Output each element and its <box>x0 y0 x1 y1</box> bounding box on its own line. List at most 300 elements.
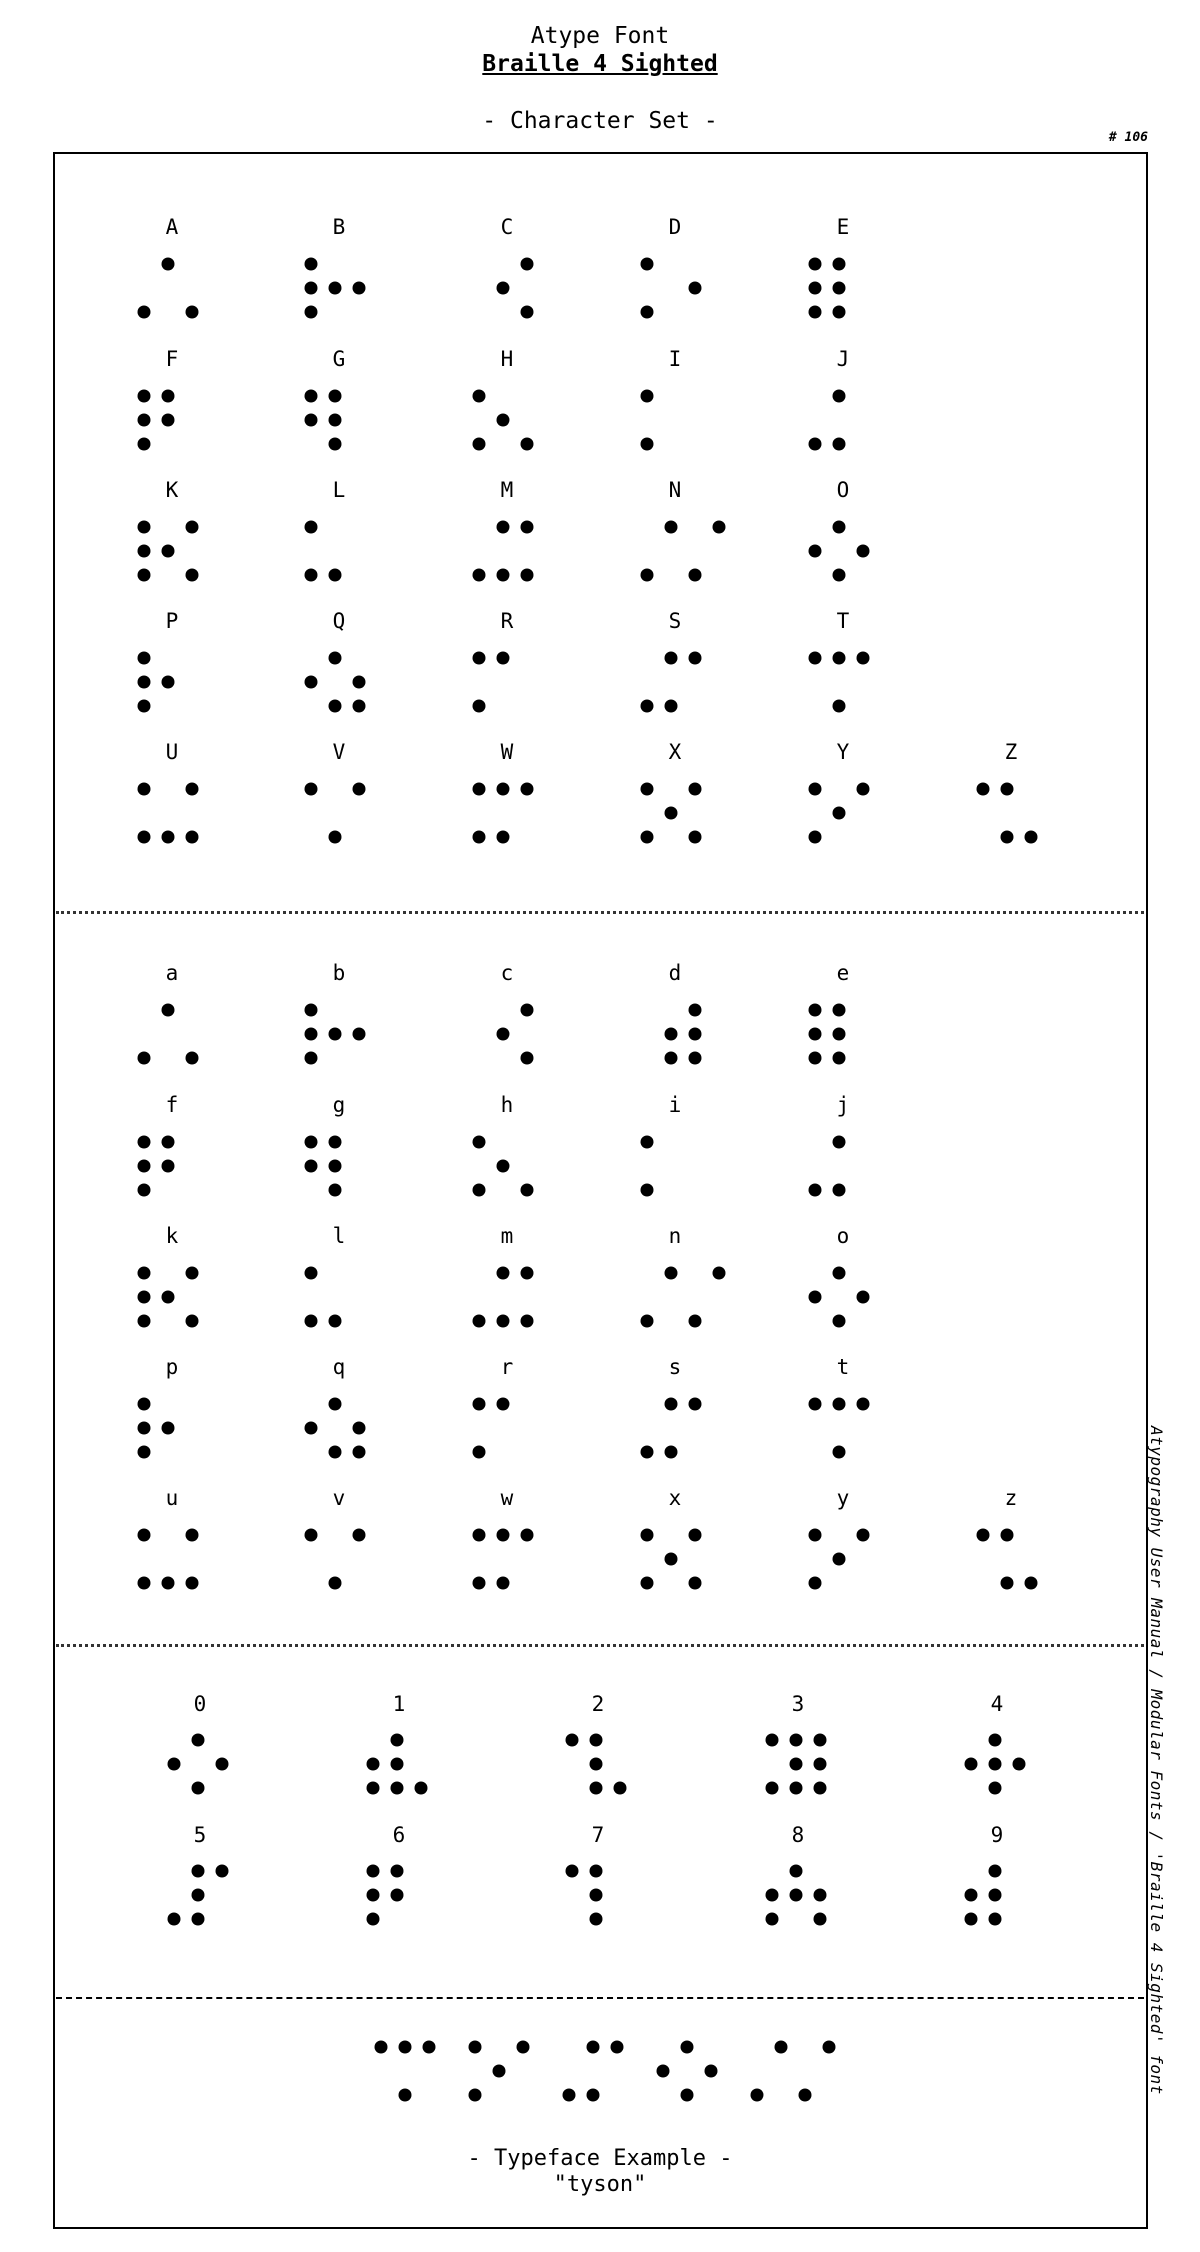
braille-dot <box>657 2065 670 2078</box>
braille-dot <box>833 438 846 451</box>
braille-dot <box>367 1865 380 1878</box>
braille-dot <box>305 1004 318 1017</box>
braille-dot <box>790 1782 803 1795</box>
glyph-digit-0 <box>168 1692 229 1795</box>
braille-dot <box>138 1267 151 1280</box>
braille-dot <box>809 831 822 844</box>
braille-dot <box>192 1913 205 1926</box>
glyph-uppercase-X-label: X <box>668 740 682 764</box>
glyph-uppercase-W <box>473 740 534 844</box>
braille-dot <box>665 1398 678 1411</box>
glyph-digit-4 <box>965 1692 1026 1795</box>
braille-dot <box>814 1889 827 1902</box>
glyph-lowercase-d-label: d <box>668 961 682 985</box>
braille-dot <box>641 1315 654 1328</box>
glyph-lowercase-q-label: q <box>332 1355 346 1379</box>
braille-dot <box>329 831 342 844</box>
braille-dot <box>689 783 702 796</box>
braille-dot <box>138 1315 151 1328</box>
braille-dot <box>305 783 318 796</box>
braille-dot <box>497 831 510 844</box>
braille-dot <box>814 1734 827 1747</box>
glyph-uppercase-U <box>138 740 199 844</box>
braille-dot <box>809 258 822 271</box>
glyph-uppercase-L-label: L <box>332 478 346 502</box>
braille-dot <box>641 306 654 319</box>
braille-dot <box>689 282 702 295</box>
glyph-lowercase-h <box>473 1093 534 1197</box>
braille-dot <box>192 1734 205 1747</box>
braille-dot <box>989 1889 1002 1902</box>
braille-dot <box>833 1052 846 1065</box>
braille-dot <box>305 306 318 319</box>
braille-dot <box>162 1577 175 1590</box>
glyph-lowercase-t <box>809 1355 870 1459</box>
braille-dot <box>521 1004 534 1017</box>
braille-dot <box>766 1734 779 1747</box>
braille-dot <box>138 652 151 665</box>
braille-dot <box>823 2041 836 2054</box>
braille-dot <box>216 1865 229 1878</box>
braille-dot <box>833 1136 846 1149</box>
braille-dot <box>665 807 678 820</box>
glyph-digit-9 <box>965 1823 1004 1926</box>
braille-dot <box>497 521 510 534</box>
braille-dot <box>665 521 678 534</box>
glyph-lowercase-u-label: u <box>165 1486 179 1510</box>
braille-dot <box>186 1315 199 1328</box>
side-footer-text: Atypography User Manual / Modular Fonts / 'Braille 4 Sighted' font <box>1147 1426 1166 2095</box>
braille-dot <box>833 807 846 820</box>
glyph-digit-9-label: 9 <box>990 1823 1004 1847</box>
braille-dot <box>809 1398 822 1411</box>
glyph-lowercase-j <box>809 1093 850 1197</box>
braille-dot <box>497 1529 510 1542</box>
braille-dot <box>473 1398 486 1411</box>
braille-dot <box>391 1782 404 1795</box>
glyph-lowercase-y-label: y <box>836 1486 850 1510</box>
glyph-digit-8-label: 8 <box>791 1823 805 1847</box>
braille-dot <box>497 1028 510 1041</box>
braille-dot <box>186 1529 199 1542</box>
braille-dot <box>138 306 151 319</box>
braille-dot <box>521 783 534 796</box>
braille-dot <box>473 1446 486 1459</box>
braille-dot <box>473 1577 486 1590</box>
braille-dot <box>641 1577 654 1590</box>
braille-dot <box>689 1028 702 1041</box>
braille-dot <box>590 1782 603 1795</box>
glyph-uppercase-N-label: N <box>668 478 682 502</box>
braille-dot <box>809 783 822 796</box>
braille-dot <box>162 1004 175 1017</box>
braille-dot <box>375 2041 388 2054</box>
braille-dot <box>305 1267 318 1280</box>
braille-dot <box>665 1553 678 1566</box>
glyph-uppercase-G-label: G <box>332 347 346 371</box>
glyph-lowercase-f <box>138 1093 179 1197</box>
braille-dot <box>473 831 486 844</box>
glyph-lowercase-n-label: n <box>668 1224 682 1248</box>
braille-dot <box>305 1028 318 1041</box>
braille-dot <box>809 1577 822 1590</box>
glyph-lowercase-e-label: e <box>836 961 850 985</box>
braille-dot <box>857 783 870 796</box>
glyph-lowercase-k-label: k <box>165 1224 179 1248</box>
glyph-lowercase-x <box>641 1486 702 1590</box>
glyph-uppercase-L <box>305 478 346 582</box>
font-label: Atype Font <box>530 23 670 49</box>
braille-dot <box>497 569 510 582</box>
braille-dot <box>833 521 846 534</box>
braille-dot <box>305 1052 318 1065</box>
glyph-uppercase-M <box>473 478 534 582</box>
glyph-lowercase-p-label: p <box>165 1355 179 1379</box>
glyph-lowercase-g <box>305 1093 346 1197</box>
glyph-lowercase-x-label: x <box>668 1486 682 1510</box>
braille-dot <box>391 1889 404 1902</box>
braille-dot <box>814 1913 827 1926</box>
braille-dot <box>689 652 702 665</box>
braille-dot <box>305 1529 318 1542</box>
glyph-uppercase-Z-label: Z <box>1004 740 1018 764</box>
braille-dot <box>138 1052 151 1065</box>
braille-dot <box>689 1315 702 1328</box>
braille-dot <box>521 1267 534 1280</box>
braille-dot <box>329 569 342 582</box>
braille-dot <box>590 1889 603 1902</box>
braille-dot <box>497 783 510 796</box>
braille-dot <box>391 1758 404 1771</box>
braille-dot <box>965 1758 978 1771</box>
glyph-lowercase-i <box>641 1093 682 1197</box>
braille-dot <box>329 1315 342 1328</box>
braille-dot <box>186 521 199 534</box>
braille-dot <box>162 390 175 403</box>
braille-dot <box>329 1577 342 1590</box>
braille-dot <box>353 1446 366 1459</box>
braille-dot <box>809 1529 822 1542</box>
glyph-uppercase-O <box>809 478 870 582</box>
glyph-uppercase-C <box>497 215 534 319</box>
glyph-uppercase-A-label: A <box>165 215 179 239</box>
braille-dot <box>665 1052 678 1065</box>
example-glyph-n <box>751 2041 836 2102</box>
braille-dot <box>641 1446 654 1459</box>
glyph-uppercase-I-label: I <box>668 347 682 371</box>
braille-dot <box>162 1136 175 1149</box>
glyph-lowercase-n <box>641 1224 726 1328</box>
braille-dot <box>857 1529 870 1542</box>
braille-dot <box>1025 1577 1038 1590</box>
braille-dot <box>641 438 654 451</box>
braille-dot <box>305 1136 318 1149</box>
glyph-uppercase-X <box>641 740 702 844</box>
braille-dot <box>790 1865 803 1878</box>
braille-dot <box>493 2065 506 2078</box>
glyph-uppercase-M-label: M <box>500 478 514 502</box>
braille-dot <box>473 700 486 713</box>
braille-dot <box>1001 1529 1014 1542</box>
font-name-title: Braille 4 Sighted <box>482 51 718 77</box>
glyph-lowercase-h-label: h <box>500 1093 514 1117</box>
braille-dot <box>689 569 702 582</box>
braille-dot <box>833 700 846 713</box>
braille-dot <box>809 1028 822 1041</box>
glyph-uppercase-U-label: U <box>165 740 179 764</box>
braille-dot <box>833 1446 846 1459</box>
braille-dot <box>833 652 846 665</box>
braille-dot <box>833 282 846 295</box>
glyph-uppercase-E-label: E <box>836 215 850 239</box>
example-glyph-s <box>563 2041 624 2102</box>
braille-dot <box>497 1577 510 1590</box>
braille-dot <box>329 1136 342 1149</box>
braille-dot <box>833 1398 846 1411</box>
glyph-lowercase-o-label: o <box>836 1224 850 1248</box>
example-word: "tyson" <box>553 2172 647 2197</box>
glyph-digit-7-label: 7 <box>591 1823 605 1847</box>
glyph-lowercase-v <box>305 1486 366 1590</box>
braille-dot <box>391 1865 404 1878</box>
glyph-uppercase-F-label: F <box>165 347 179 371</box>
glyph-uppercase-K-label: K <box>165 478 179 502</box>
braille-dot <box>566 1865 579 1878</box>
braille-dot <box>1001 831 1014 844</box>
glyph-digit-0-label: 0 <box>193 1692 207 1716</box>
glyph-lowercase-l-label: l <box>332 1224 346 1248</box>
braille-dot <box>713 1267 726 1280</box>
braille-dot <box>799 2089 812 2102</box>
glyph-uppercase-K <box>138 478 199 582</box>
braille-dot <box>497 282 510 295</box>
braille-dot <box>1013 1758 1026 1771</box>
braille-dot <box>353 1529 366 1542</box>
glyph-uppercase-H-label: H <box>500 347 514 371</box>
glyph-uppercase-B-label: B <box>332 215 346 239</box>
braille-dot <box>162 831 175 844</box>
braille-dot <box>965 1889 978 1902</box>
braille-dot <box>305 1422 318 1435</box>
glyph-uppercase-V <box>305 740 366 844</box>
braille-dot <box>689 1577 702 1590</box>
glyph-uppercase-D <box>641 215 702 319</box>
page-number: # 106 <box>1108 130 1148 145</box>
braille-dot <box>138 1160 151 1173</box>
braille-dot <box>790 1889 803 1902</box>
braille-dot <box>473 1136 486 1149</box>
braille-dot <box>611 2041 624 2054</box>
braille-dot <box>329 1028 342 1041</box>
braille-dot <box>329 700 342 713</box>
braille-dot <box>329 1160 342 1173</box>
braille-dot <box>766 1782 779 1795</box>
example-glyph-y <box>469 2041 530 2102</box>
braille-dot <box>329 438 342 451</box>
glyph-digit-3-label: 3 <box>791 1692 805 1716</box>
braille-dot <box>521 258 534 271</box>
braille-dot <box>353 1422 366 1435</box>
braille-dot <box>415 1782 428 1795</box>
braille-dot <box>809 438 822 451</box>
braille-dot <box>329 390 342 403</box>
braille-dot <box>391 1734 404 1747</box>
glyph-lowercase-t-label: t <box>836 1355 850 1379</box>
glyph-uppercase-T <box>809 609 870 713</box>
example-glyph-o <box>657 2041 718 2102</box>
glyph-uppercase-D-label: D <box>668 215 682 239</box>
braille-dot <box>641 569 654 582</box>
braille-dot <box>665 1267 678 1280</box>
braille-dot <box>977 1529 990 1542</box>
glyph-uppercase-S <box>641 609 702 713</box>
braille-dot <box>814 1758 827 1771</box>
braille-dot <box>521 1052 534 1065</box>
glyph-lowercase-e <box>809 961 850 1065</box>
braille-dot <box>138 783 151 796</box>
braille-dot <box>186 783 199 796</box>
braille-dot <box>833 1004 846 1017</box>
braille-dot <box>305 521 318 534</box>
braille-dot <box>857 1291 870 1304</box>
braille-dot <box>329 652 342 665</box>
glyph-uppercase-J <box>809 347 850 451</box>
braille-dot <box>809 1052 822 1065</box>
braille-dot <box>857 1398 870 1411</box>
braille-dot <box>833 1267 846 1280</box>
glyph-lowercase-l <box>305 1224 346 1328</box>
glyph-lowercase-g-label: g <box>332 1093 346 1117</box>
braille-dot <box>833 1315 846 1328</box>
section-heading: - Character Set - <box>482 108 718 134</box>
braille-dot <box>168 1913 181 1926</box>
braille-dot <box>329 1184 342 1197</box>
braille-dot <box>367 1913 380 1926</box>
braille-dot <box>665 700 678 713</box>
braille-dot <box>641 700 654 713</box>
braille-dot <box>833 390 846 403</box>
braille-dot <box>399 2041 412 2054</box>
braille-dot <box>521 1184 534 1197</box>
braille-dot <box>216 1758 229 1771</box>
glyph-uppercase-B <box>305 215 366 319</box>
glyph-lowercase-j-label: j <box>836 1093 850 1117</box>
braille-dot <box>681 2041 694 2054</box>
braille-dot <box>473 390 486 403</box>
braille-dot <box>138 1136 151 1149</box>
braille-dot <box>590 1758 603 1771</box>
braille-dot <box>329 282 342 295</box>
glyph-uppercase-V-label: V <box>332 740 346 764</box>
glyph-digit-1-label: 1 <box>392 1692 406 1716</box>
glyph-lowercase-m <box>473 1224 534 1328</box>
braille-dot <box>353 783 366 796</box>
braille-dot <box>162 1160 175 1173</box>
braille-dot <box>989 1913 1002 1926</box>
braille-dot <box>809 282 822 295</box>
glyph-uppercase-A <box>138 215 199 319</box>
glyph-uppercase-Q <box>305 609 366 713</box>
braille-dot <box>473 569 486 582</box>
braille-dot <box>469 2041 482 2054</box>
braille-dot <box>353 676 366 689</box>
braille-dot <box>329 414 342 427</box>
braille-dot <box>423 2041 436 2054</box>
braille-dot <box>1001 783 1014 796</box>
braille-dot <box>138 569 151 582</box>
braille-dot <box>521 306 534 319</box>
braille-dot <box>186 831 199 844</box>
glyph-uppercase-R <box>473 609 514 713</box>
glyph-lowercase-r <box>473 1355 514 1459</box>
glyph-uppercase-C-label: C <box>500 215 514 239</box>
braille-dot <box>305 282 318 295</box>
braille-dot <box>989 1758 1002 1771</box>
glyph-lowercase-k <box>138 1224 199 1328</box>
braille-dot <box>517 2041 530 2054</box>
braille-dot <box>473 652 486 665</box>
glyph-digit-8 <box>766 1823 827 1926</box>
braille-dot <box>965 1913 978 1926</box>
braille-dot <box>305 390 318 403</box>
braille-dot <box>353 282 366 295</box>
braille-dot <box>473 783 486 796</box>
glyph-digit-4-label: 4 <box>990 1692 1004 1716</box>
braille-dot <box>977 783 990 796</box>
glyph-uppercase-O-label: O <box>836 478 850 502</box>
braille-dot <box>521 438 534 451</box>
braille-dot <box>138 521 151 534</box>
glyph-lowercase-b-label: b <box>332 961 346 985</box>
braille-dot <box>186 306 199 319</box>
braille-dot <box>809 652 822 665</box>
glyph-uppercase-G <box>305 347 346 451</box>
braille-dot <box>497 652 510 665</box>
braille-dot <box>473 1184 486 1197</box>
braille-dot <box>329 1446 342 1459</box>
glyph-uppercase-J-label: J <box>836 347 850 371</box>
braille-dot <box>833 1553 846 1566</box>
braille-dot <box>138 676 151 689</box>
braille-dot <box>641 1184 654 1197</box>
braille-dot <box>138 1422 151 1435</box>
braille-dot <box>353 700 366 713</box>
glyph-lowercase-u <box>138 1486 199 1590</box>
braille-dot <box>138 1529 151 1542</box>
braille-dot <box>138 390 151 403</box>
glyph-uppercase-Q-label: Q <box>332 609 346 633</box>
glyph-digit-6-label: 6 <box>392 1823 406 1847</box>
braille-dot <box>521 521 534 534</box>
braille-dot <box>162 1422 175 1435</box>
braille-dot <box>587 2089 600 2102</box>
example-glyph-word <box>375 2041 836 2102</box>
braille-dot <box>809 306 822 319</box>
braille-dot <box>641 1529 654 1542</box>
braille-dot <box>473 438 486 451</box>
braille-dot <box>713 521 726 534</box>
braille-dot <box>833 1028 846 1041</box>
glyph-digit-2-label: 2 <box>591 1692 605 1716</box>
braille-dot <box>473 1315 486 1328</box>
braille-dot <box>563 2089 576 2102</box>
glyph-uppercase-N <box>641 478 726 582</box>
glyph-lowercase-o <box>809 1224 870 1328</box>
braille-dot <box>665 1028 678 1041</box>
braille-dot <box>833 258 846 271</box>
glyph-lowercase-w <box>473 1486 534 1590</box>
braille-dot <box>566 1734 579 1747</box>
